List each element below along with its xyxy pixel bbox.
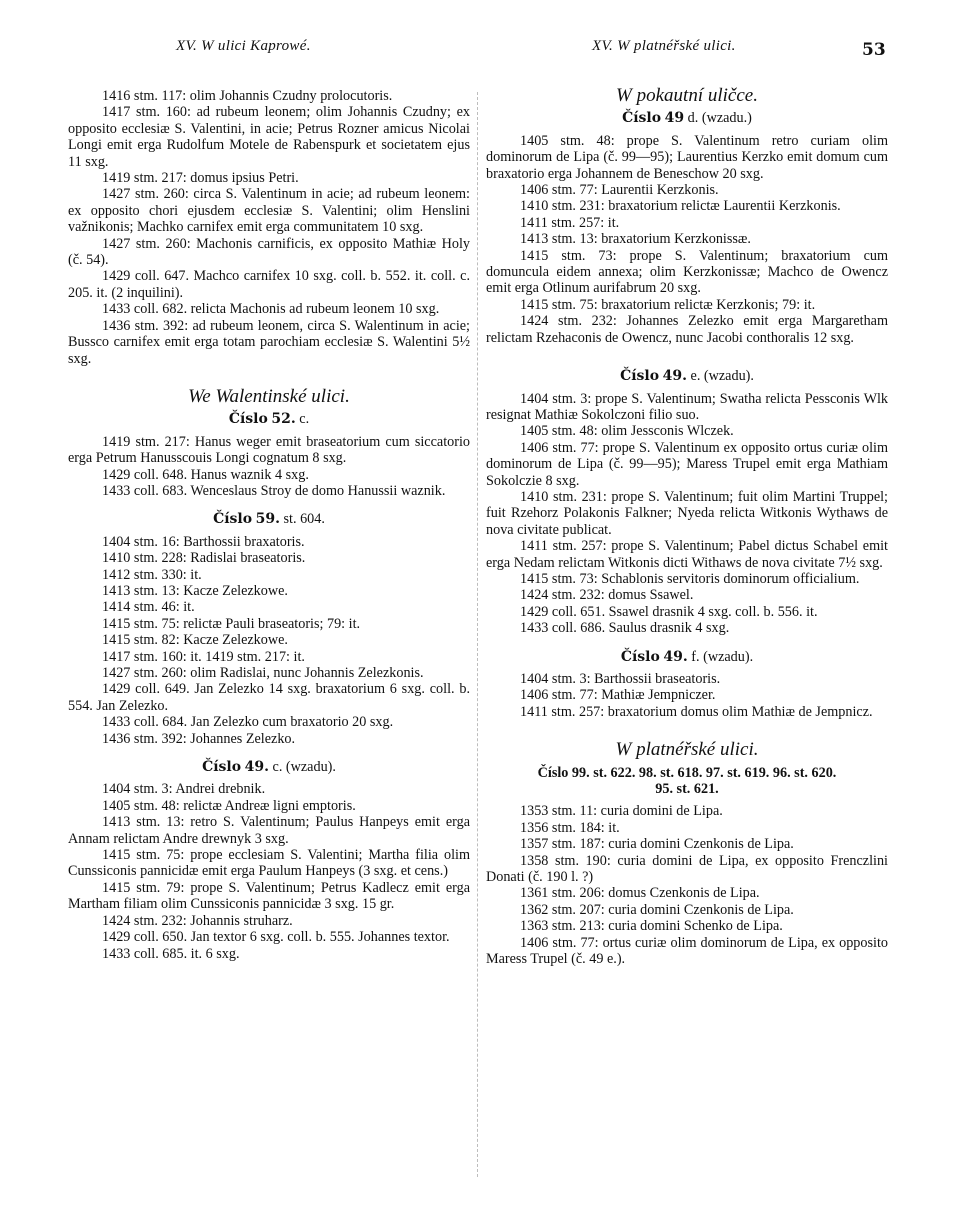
entry: 1413 stm. 13: braxatorium Kerzkonissæ. [520,231,751,248]
entry: 1417 stm. 160: ad rubeum leonem; olim Johannis Czudny; ex opposito ecclesiæ S. Valentini, in acie; Petrus Rozner amicus Nicolai Longi emit erga Rudolfum Motele de Rabenspurk et societatem ejus 11 sxg. [68,104,470,170]
cislo-label: Číslo [228,411,268,428]
entry: 1415 stm. 79: prope S. Valentinum; Petrus Kadlecz emit erga Martham filiam olim Cunssiconis pannicidæ 3 sxg. 15 gr. [68,879,470,913]
column-divider [477,92,478,1177]
entry: 1404 stm. 3: Andrei drebnik. [102,781,266,798]
cislo-number: 52. [271,411,296,428]
street-heading-pokautni: W pokautní uličce. [616,85,758,106]
entry: 1427 stm. 260: circa S. Valentinum in acie; ad rubeum leonem: ex opposito chori ejusdem ecclesiæ S. Valentini; olim Henslini važnikonis; Machko carnifex emit erga communitatem 10 sxg. [68,186,470,236]
entry: 1405 stm. 48: relictæ Andreæ ligni emptoris. [102,797,356,814]
entry: 1417 stm. 160: it. 1419 stm. 217: it. [102,648,305,665]
entry: 1411 stm. 257: it. [520,214,620,231]
house-number-heading-multi [486,765,888,781]
entry: 1415 stm. 73: prope S. Valentinum; braxatorium cum domuncula eidem annexa; olim Kerzkonissæ; Machco de Owencz emit erga Otlinum aurifabrum 20 sxg. [486,247,888,297]
entries-kaprowe [68,88,470,367]
entry: 1356 stm. 184: it. [520,819,620,836]
running-header-left: XV. W ulici Kaprowé. [176,38,311,54]
entry: 1361 stm. 206: domus Czenkonis de Lipa. [520,885,760,902]
entries-cislo-49f [486,671,888,720]
cislo-suffix: e. (wzadu). [690,368,754,385]
right-column [486,85,888,968]
cislo-suffix: c. [299,411,310,428]
cislo-suffix: f. (wzadu). [691,648,754,665]
entries-cislo-49e [486,391,888,637]
cislo-multi-line1: Číslo 99. st. 622. 98. st. 618. 97. st. 619. 96. st. 620. [537,764,837,781]
entries-cislo-59 [68,534,470,747]
house-number-heading [486,110,888,126]
entries-cislo-52c [68,434,470,500]
entry: 1433 coll. 686. Saulus drasnik 4 sxg. [520,620,730,637]
entry: 1424 stm. 232: Johannes Zelezko emit erga Margaretham relictam Rzehaconis de Owencz, nunc Jacobi conthoralis 12 sxg. [486,313,888,346]
entry: 1406 stm. 77: ortus curiæ olim dominorum de Lipa, ex opposito Maress Trupel (č. 49 e.). [486,934,888,968]
running-header-right: XV. W platnéřské ulici. [592,38,736,54]
entry: 1410 stm. 228: Radislai braseatoris. [102,550,306,567]
entry: 1436 stm. 392: Johannes Zelezko. [102,730,296,747]
house-number-heading [68,511,470,527]
entry: 1413 stm. 13: Kacze Zelezkowe. [102,582,288,599]
street-heading-platnerske: W platnéřské ulici. [615,739,759,761]
entry: 1404 stm. 3: prope S. Valentinum; Swatha relicta Pessconis Wlk resignat Mathiæ Sokolczoni filio suo. [486,390,888,423]
entry: 1419 stm. 217: domus ipsius Petri. [102,170,299,187]
cislo-label: Číslo [620,648,660,665]
cislo-number: 59. [255,511,280,528]
entry: 1362 stm. 207: curia domini Czenkonis de Lipa. [520,901,794,918]
page-number: 53 [862,40,886,60]
cislo-label: Číslo [202,759,242,776]
cislo-number: 49. [663,648,688,665]
entry: 1419 stm. 217: Hanus weger emit braseatorium cum siccatorio erga Petrum Hanusscouis Longi cognatum 8 sxg. [68,433,470,467]
entry: 1429 coll. 650. Jan textor 6 sxg. coll. b. 555. Johannes textor. [102,929,450,946]
cislo-label: Číslo [622,110,662,127]
entry: 1415 stm. 75: braxatorium relictæ Kerzkonis; 79: it. [520,296,816,313]
house-number-heading [486,368,888,384]
cislo-suffix: c. (wzadu). [272,759,336,776]
street-heading-walentinske: We Walentinské ulici. [188,385,350,407]
entry: 1433 coll. 683. Wenceslaus Stroy de domo Hanussii waznik. [102,482,446,499]
cislo-multi-line2: 95. st. 621. [655,781,719,798]
entry: 1416 stm. 117: olim Johannis Czudny prolocutoris. [102,88,393,104]
entry: 1412 stm. 330: it. [102,566,202,583]
entry: 1433 coll. 685. it. 6 sxg. [102,945,240,962]
entry: 1424 stm. 232: domus Ssawel. [520,587,694,604]
house-number-heading [68,759,470,775]
cislo-suffix: d. (wzadu.) [687,110,752,127]
entry: 1411 stm. 257: braxatorium domus olim Mathiæ de Jempnicz. [520,703,873,720]
entry: 1415 stm. 82: Kacze Zelezkowe. [102,632,288,649]
entries-cislo-99-95 [486,803,888,967]
cislo-number: 49. [662,368,687,385]
entry: 1436 stm. 392: ad rubeum leonem, circa S. Walentinum in acie; Bussco carnifex emit erga totam parochiam ecclesiæ S. Walentini 5½ sxg. [68,317,470,367]
cislo-label: Číslo [213,511,253,528]
entry: 1357 stm. 187: curia domini Czenkonis de Lipa. [520,836,794,853]
entry: 1411 stm. 257: prope S. Valentinum; Pabel dictus Schabel emit erga Nedam relictam Witkonis dicti Withaws de nova civitate 7½ sxg. [486,538,888,571]
entry: 1353 stm. 11: curia domini de Lipa. [520,803,723,820]
entry: 1406 stm. 77: Mathiæ Jempniczer. [520,687,716,704]
entry: 1433 coll. 684. Jan Zelezko cum braxatorio 20 sxg. [102,714,394,731]
house-number-heading [68,411,470,427]
entry: 1415 stm. 73: Schablonis servitoris dominorum officialium. [520,570,860,587]
cislo-suffix: st. 604. [283,511,325,528]
entry: 1414 stm. 46: it. [102,599,195,616]
entry: 1427 stm. 260: Machonis carnificis, ex opposito Mathiæ Holy (č. 54). [68,235,470,269]
entry: 1415 stm. 75: relictæ Pauli braseatoris; 79: it. [102,615,361,632]
entry: 1429 coll. 647. Machco carnifex 10 sxg. coll. b. 552. it. coll. c. 205. it. (2 inquilini). [68,268,470,301]
entry: 1427 stm. 260: olim Radislai, nunc Johannis Zelezkonis. [102,665,424,681]
entry: 1429 coll. 649. Jan Zelezko 14 sxg. braxatorium 6 sxg. coll. b. 554. Jan Zelezko. [68,681,470,714]
entry: 1410 stm. 231: braxatorium relictæ Laurentii Kerzkonis. [520,198,841,215]
left-column [68,88,470,962]
entry: 1413 stm. 13: retro S. Valentinum; Paulus Hanpeys emit erga Annam relictam Andre drewnyk 3 sxg. [68,814,470,847]
entries-cislo-49c [68,781,470,961]
entry: 1429 coll. 648. Hanus waznik 4 sxg. [102,466,309,483]
entry: 1424 stm. 232: Johannis struharz. [102,912,293,929]
entry: 1433 coll. 682. relicta Machonis ad rubeum leonem 10 sxg. [102,301,440,318]
entry: 1363 stm. 213: curia domini Schenko de Lipa. [520,918,783,935]
entry: 1406 stm. 77: prope S. Valentinum ex opposito ortus curiæ olim dominorum de Lipa (č. 99—95); Maress Trupel emit erga Mathiam Sokolczie 8 sxg. [486,439,888,489]
entry: 1358 stm. 190: curia domini de Lipa, ex opposito Frenczlini Donati (č. 190 l. ?) [486,852,888,886]
entry: 1415 stm. 75: prope ecclesiam S. Valentini; Martha filia olim Cunssiconis pannicidæ emit erga Paulum Hanpeys (3 sxg. et cens.) [68,847,470,880]
house-number-heading [486,649,888,665]
entry: 1404 stm. 3: Barthossii braseatoris. [520,671,721,687]
entry: 1406 stm. 77: Laurentii Kerzkonis. [520,182,719,199]
cislo-number: 49. [244,759,269,776]
cislo-number: 49 [664,110,685,127]
cislo-label: Číslo [620,368,660,385]
entry: 1404 stm. 16: Barthossii braxatoris. [102,533,305,550]
house-number-heading-multi-cont [486,781,888,797]
entry: 1429 coll. 651. Ssawel drasnik 4 sxg. coll. b. 556. it. [520,603,818,620]
entry: 1405 stm. 48: olim Jessconis Wlczek. [520,423,734,440]
entry: 1410 stm. 231: prope S. Valentinum; fuit olim Martini Truppel; fuit Rzehorz Polakonis Falkner; Nyeda relicta Witkonis Wythaws de nova civitate publicat. [486,488,888,538]
entries-cislo-49d [486,133,888,346]
entry: 1405 stm. 48: prope S. Valentinum retro curiam olim dominorum de Lipa (č. 99—95); Laurentius Kerzko emit domum cum braxatorio erga Johannem de Beneschow 20 sxg. [486,132,888,182]
